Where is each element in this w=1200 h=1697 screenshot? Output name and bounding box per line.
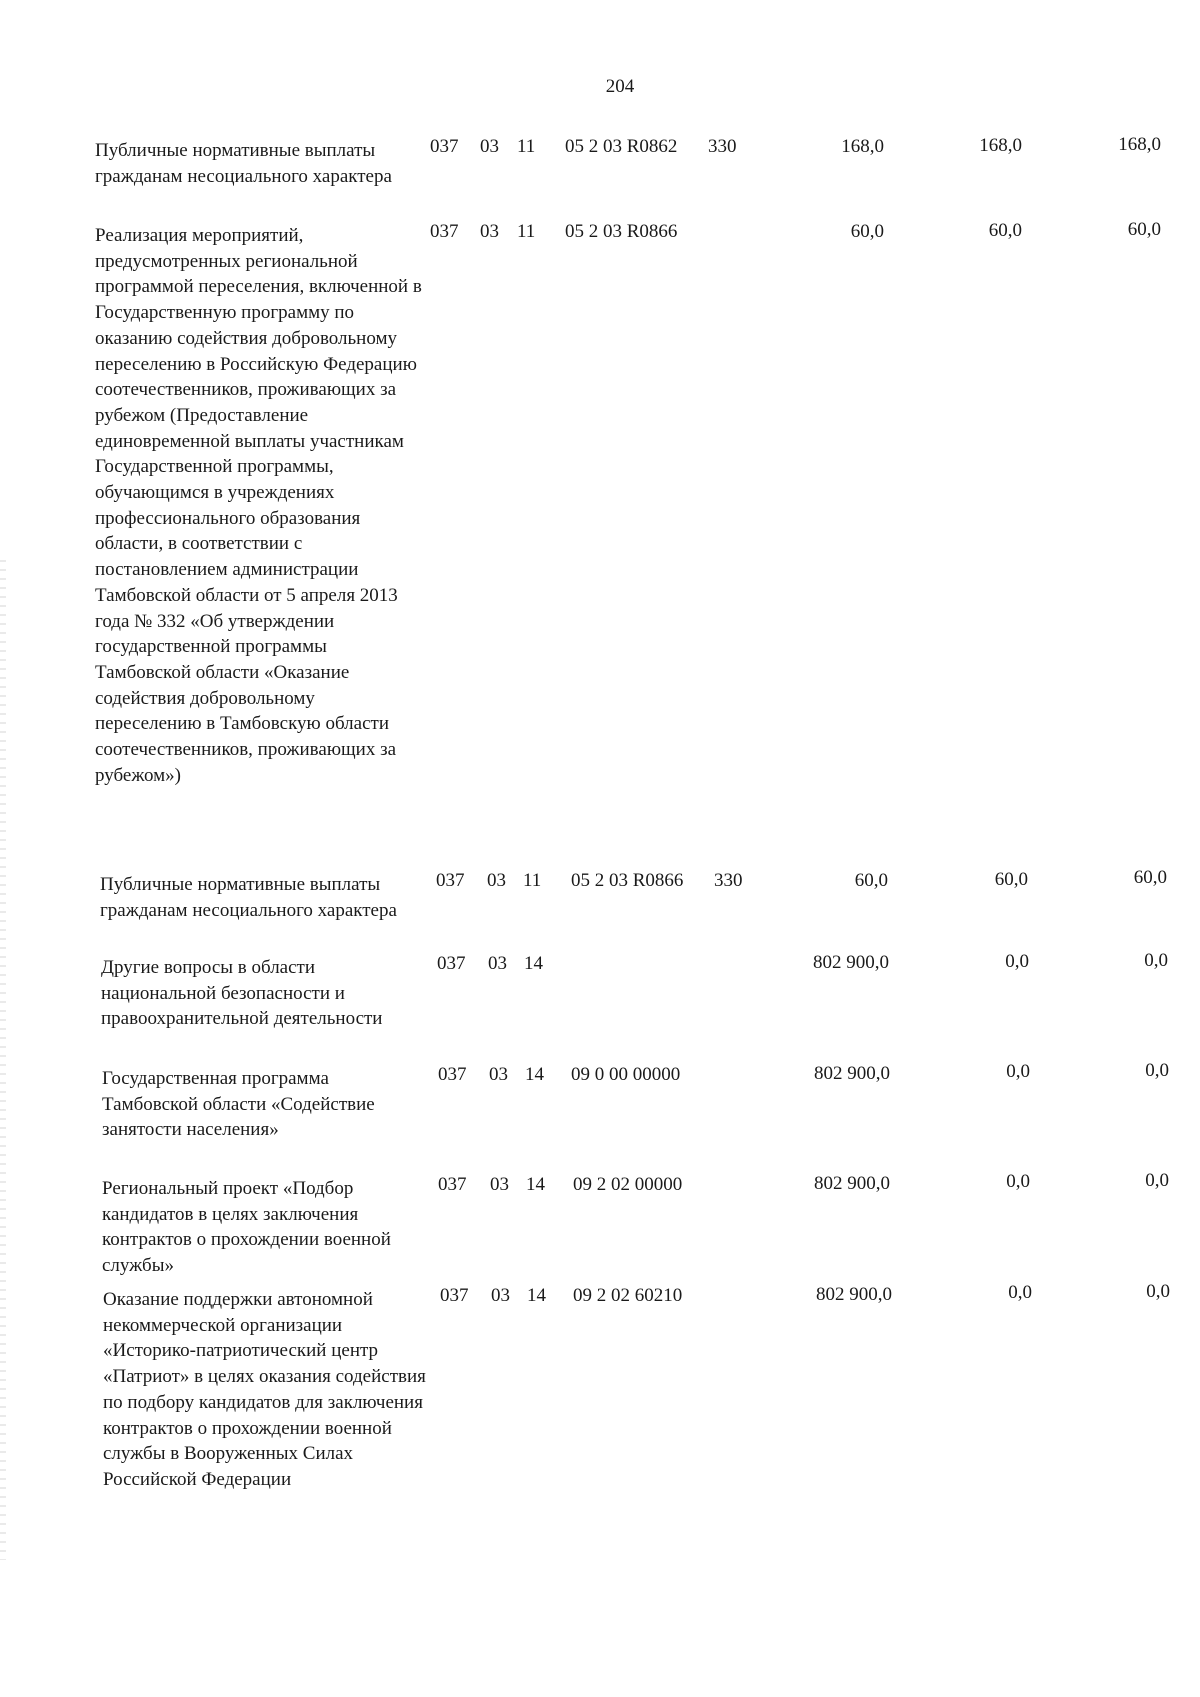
target-code: 09 2 02 60210 (573, 1285, 683, 1306)
page-number: 204 (605, 76, 635, 97)
year1-amount: 60,0 (850, 221, 884, 242)
target-code: 09 2 02 00000 (573, 1174, 683, 1195)
year2-amount: 0,0 (1008, 1282, 1032, 1303)
target-code: 05 2 03 R0862 (565, 136, 678, 157)
section-code: 03 (480, 136, 499, 157)
target-code: 05 2 03 R0866 (565, 221, 678, 242)
year2-amount: 0,0 (1005, 951, 1029, 972)
year3-amount: 60,0 (1133, 867, 1167, 888)
section-code: 03 (488, 953, 507, 974)
year1-amount: 802 900,0 (814, 1063, 890, 1084)
subsection-code: 11 (523, 870, 542, 891)
subsection-code: 11 (517, 221, 536, 242)
year2-amount: 60,0 (988, 220, 1022, 241)
year1-amount: 60,0 (854, 870, 888, 891)
target-code: 09 0 00 00000 (571, 1064, 681, 1085)
year2-amount: 0,0 (1006, 1171, 1030, 1192)
row-name: Оказание поддержки автономной некоммерческой организации «Историко-патриотический центр «Патриот» в целях оказания содействия по подбору кандидатов для заключения контрактов о прохождении военной службы в Вооруженных Силах Российской Федерации (103, 1289, 426, 1490)
ministry-code: 037 (438, 1064, 467, 1085)
year2-amount: 168,0 (979, 135, 1022, 156)
year3-amount: 168,0 (1118, 134, 1161, 155)
ministry-code: 037 (436, 870, 465, 891)
year1-amount: 802 900,0 (813, 952, 889, 973)
year1-amount: 802 900,0 (816, 1284, 892, 1305)
year3-amount: 0,0 (1144, 950, 1168, 971)
ministry-code: 037 (440, 1285, 469, 1306)
year3-amount: 60,0 (1127, 219, 1161, 240)
subsection-code: 14 (525, 1064, 544, 1085)
subsection-code: 11 (517, 136, 536, 157)
year3-amount: 0,0 (1145, 1170, 1169, 1191)
year2-amount: 60,0 (994, 869, 1028, 890)
subsection-code: 14 (527, 1285, 546, 1306)
year3-amount: 0,0 (1146, 1281, 1170, 1302)
year2-amount: 0,0 (1006, 1061, 1030, 1082)
section-code: 03 (490, 1174, 509, 1195)
target-code: 05 2 03 R0866 (571, 870, 684, 891)
row-name: Реализация мероприятий, предусмотренных региональной программой переселения, включенной в Государственную программу по оказанию содействия добровольному переселению в Российскую Федерацию соотечественников, проживающих за рубежом (Предоставление единовременной выплаты участникам Государственной программы, обучающимся в учреждениях профессионального образования области, в соответствии с постановлением администрации Тамбовской области от 5 апреля 2013 года № 332 «Об утверждении государственной программы Тамбовской области «Оказание содействия добровольному переселению в Тамбовскую области соотечественников, проживающих за рубежом») (95, 225, 422, 786)
row-name: Другие вопросы в области национальной безопасности и правоохранительной деятельности (101, 957, 383, 1030)
year1-amount: 168,0 (841, 136, 884, 157)
row-name: Публичные нормативные выплаты гражданам несоциального характера (95, 140, 392, 187)
scan-edge-marks (0, 560, 6, 1560)
year3-amount: 0,0 (1145, 1060, 1169, 1081)
section-code: 03 (491, 1285, 510, 1306)
expense-type-code: 330 (714, 870, 743, 891)
expense-type-code: 330 (708, 136, 737, 157)
year1-amount: 802 900,0 (814, 1173, 890, 1194)
section-code: 03 (489, 1064, 508, 1085)
ministry-code: 037 (430, 136, 459, 157)
ministry-code: 037 (437, 953, 466, 974)
ministry-code: 037 (430, 221, 459, 242)
subsection-code: 14 (526, 1174, 545, 1195)
row-name: Государственная программа Тамбовской области «Содействие занятости населения» (102, 1068, 375, 1141)
row-name: Региональный проект «Подбор кандидатов в целях заключения контрактов о прохождении военной службы» (102, 1178, 391, 1277)
section-code: 03 (487, 870, 506, 891)
ministry-code: 037 (438, 1174, 467, 1195)
row-name: Публичные нормативные выплаты гражданам несоциального характера (100, 874, 397, 921)
subsection-code: 14 (524, 953, 543, 974)
section-code: 03 (480, 221, 499, 242)
